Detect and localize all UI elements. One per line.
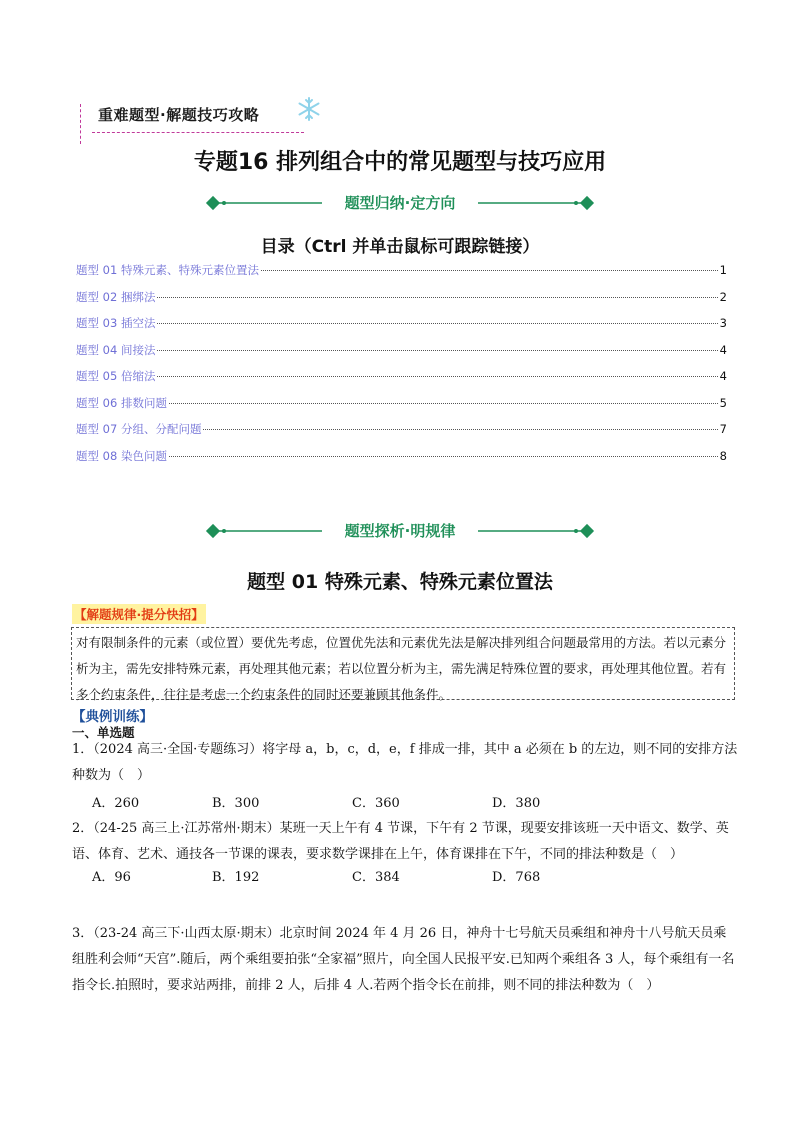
toc-page-number: 2 [719,289,727,304]
toc-item-link[interactable]: 题型 01 特殊元素、特殊元素位置法 [76,263,259,277]
toc-item-link[interactable]: 题型 06 排数问题 [76,395,167,410]
toc-page-number: 3 [719,316,727,330]
series-tag [92,100,304,133]
toc-item[interactable] [76,395,727,422]
toc-item-link[interactable]: 题型 04 间接法 [76,342,156,357]
toc-item-link[interactable]: 题型 03 插空法 [76,316,156,330]
question-3-text: 3．（23-24 高三下·山西太原·期末）北京时间 2024 年 4 月 26 日，神舟十七号航天员乘组和神舟十八号航天员乘组胜利会师“天宫”.随后，两个乘组要拍张“全家福”照片，向全国人民报平安.已知两个乘组各 3 人，每个乘组有一名指令长.拍照时，要求站两排，前排 2 人，后排 4 人.若两个指令长在前排，则不同的排法种数为（ ） [72,926,735,993]
divider-mid-text: 题型探析·明规律 [344,522,456,540]
toc-page-number: 8 [719,448,727,463]
toc-page-number: 5 [719,395,727,410]
toc-page-number: 1 [719,263,727,277]
option-d: D．768 [492,870,541,885]
table-of-contents [76,262,727,474]
snowflake-icon [296,96,322,122]
toc-page-number: 4 [719,342,727,357]
toc-leader [157,297,717,298]
option-b: B．300 [212,796,260,811]
divider-top-text: 题型归纳·定方向 [344,194,456,212]
question-2-text: 2．（24-25 高三上·江苏常州·期末）某班一天上午有 4 节课，下午有 2 节课，现要安排该班一天中语文、数学、英语、体育、艺术、通技各一节课的课表，要求数学课排在上午，体育课排在下午，不同的排法种数是（ ） [72,821,729,862]
option-a: A．96 [92,870,131,885]
rule-label: 【解题规律·提分快招】 [72,604,206,624]
toc-item[interactable] [76,262,727,289]
toc-leader [157,350,717,351]
toc-item[interactable] [76,448,727,475]
toc-page-number: 4 [719,369,727,383]
toc-item-link[interactable]: 题型 08 染色问题 [76,448,167,463]
section-title: 题型 01 特殊元素、特殊元素位置法 [247,571,553,593]
question-type-label: 一、单选题 [72,725,135,740]
question-1-text: 1．（2024 高三·全国·专题练习）将字母 a，b，c，d，e，f 排成一排，其中 a 必须在 b 的左边，则不同的安排方法种数为（ ） [72,742,738,783]
toc-item[interactable] [76,289,727,316]
page-title: 专题16 排列组合中的常见题型与技巧应用 [193,150,607,175]
series-tag-text: 重难题型·解题技巧攻略 [98,106,260,124]
option-a: A．260 [92,796,140,811]
toc-item-link[interactable]: 题型 02 捆绑法 [76,289,156,304]
option-c: C．360 [352,796,400,811]
option-c: C．384 [352,870,400,885]
toc-item[interactable] [76,368,727,395]
option-b: B．192 [212,870,260,885]
toc-item-link[interactable]: 题型 07 分组、分配问题 [76,422,202,436]
option-d: D．380 [492,796,541,811]
toc-title: 目录（Ctrl 并单击鼠标可跟踪链接） [260,237,540,257]
toc-leader [157,323,717,324]
toc-page-number: 7 [719,422,727,436]
toc-leader [261,270,718,271]
toc-leader [157,376,717,377]
toc-leader [169,403,718,404]
toc-item[interactable] [76,342,727,369]
toc-item[interactable] [76,315,727,342]
toc-leader [169,456,718,457]
toc-item-link[interactable]: 题型 05 倍缩法 [76,369,156,383]
section-divider-mid [204,520,596,544]
tag-dashed-bar [80,104,81,144]
training-label: 【典例训练】 [72,709,153,725]
toc-leader [203,429,717,430]
rule-box: 对有限制条件的元素（或位置）要优先考虑，位置优先法和元素优先法是解决排列组合问题最常用的方法。若以元素分析为主，需先安排特殊元素，再处理其他元素；若以位置分析为主，需先满足特殊位置的要求，再处理其他位置。若有多个约束条件，往往是考虑一个约束条件的同时还要兼顾其他条件。 [71,627,735,700]
section-divider-top [204,192,596,216]
toc-item[interactable] [76,421,727,448]
